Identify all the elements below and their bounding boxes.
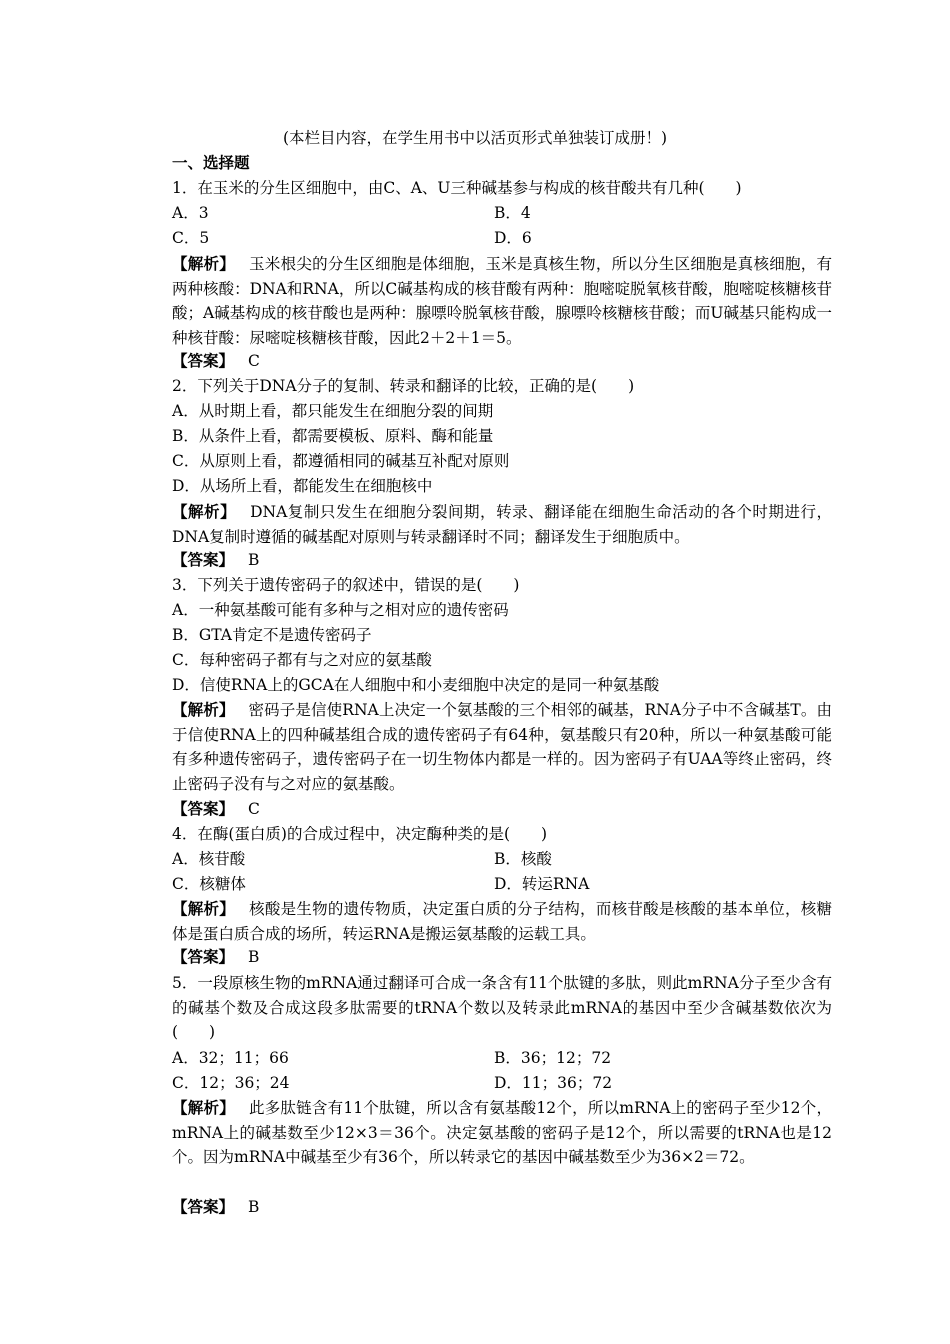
question-3-option-c: C．每种密码子都有与之对应的氨基酸 [172, 651, 432, 669]
answer-value: C [248, 800, 260, 818]
question-1-option-b: B．4 [494, 204, 531, 222]
question-1-answer [172, 351, 260, 371]
question-5-analysis [145, 1096, 832, 1170]
question-1-analysis [145, 252, 832, 351]
question-3-option-a: A．一种氨基酸可能有多种与之相对应的遗传密码 [172, 601, 509, 619]
analysis-text: 密码子是信使RNA上决定一个氨基酸的三个相邻的碱基，RNA分子中不含碱基T。由于信使RNA上的四种碱基组合成的遗传密码子有64种，氨基酸只有20种，所以一种氨基酸可能有多种遗传密码子，遗传密码子在一切生物体内都是一样的。因为密码子有UAA等终止密码，终止密码子没有与之对应的氨基酸。 [172, 701, 832, 794]
question-4-option-c: C．核糖体 [172, 875, 246, 893]
question-1-stem: 1．在玉米的分生区细胞中，由C、A、U三种碱基参与构成的核苷酸共有几种( ) [172, 179, 742, 197]
answer-tag: 【答案】 [172, 947, 235, 966]
analysis-text: 此多肽链含有11个肽键，所以含有氨基酸12个，所以mRNA上的密码子至少12个，mRNA上的碱基数至少12×3＝36个。决定氨基酸的密码子是12个，所以需要的tRNA也是12个。因为mRNA中碱基至少有36个，所以转录它的基因中碱基数至少为36×2＝72。 [172, 1099, 832, 1167]
analysis-tag: 【解析】 [172, 1098, 235, 1117]
question-4-stem: 4．在酶(蛋白质)的合成过程中，决定酶种类的是( ) [172, 825, 548, 843]
answer-tag: 【答案】 [172, 351, 235, 370]
question-1-option-c: C．5 [172, 229, 210, 247]
question-2-option-a: A．从时期上看，都只能发生在细胞分裂的间期 [172, 402, 494, 420]
answer-tag: 【答案】 [172, 1197, 235, 1216]
question-2-stem: 2．下列关于DNA分子的复制、转录和翻译的比较，正确的是( ) [172, 377, 635, 395]
section-heading: 一、选择题 [172, 153, 250, 172]
question-5-stem: 5．一段原核生物的mRNA通过翻译可合成一条含有11个肽键的多肽，则此mRNA分子至少含有的碱基个数及合成这段多肽需要的tRNA个数以及转录此mRNA的基因中至少含碱基数依次为( ) [172, 974, 832, 1042]
question-5-option-b: B．36；12；72 [494, 1049, 612, 1067]
question-4-option-a: A．核苷酸 [172, 850, 246, 868]
question-2-answer [172, 550, 259, 570]
question-1-option-d: D．6 [494, 229, 532, 247]
question-1-option-a: A．3 [172, 204, 209, 222]
question-2-option-d: D．从场所上看，都能发生在细胞核中 [172, 477, 433, 495]
question-5-option-c: C．12；36；24 [172, 1074, 290, 1092]
analysis-text: DNA复制只发生在细胞分裂间期，转录、翻译能在细胞生命活动的各个时期进行，DNA复制时遵循的碱基配对原则与转录翻译时不同；翻译发生于细胞质中。 [172, 503, 832, 546]
analysis-tag: 【解析】 [172, 700, 235, 719]
analysis-tag: 【解析】 [172, 254, 236, 273]
question-2-option-c: C．从原则上看，都遵循相同的碱基互补配对原则 [172, 452, 510, 470]
answer-value: B [248, 948, 260, 966]
analysis-text: 核酸是生物的遗传物质，决定蛋白质的分子结构，而核苷酸是核酸的基本单位，核糖体是蛋白质合成的场所，转运RNA是搬运氨基酸的运载工具。 [172, 900, 832, 943]
question-3-stem: 3．下列关于遗传密码子的叙述中，错误的是( ) [172, 576, 520, 594]
question-3-answer [172, 799, 260, 819]
question-2-analysis [145, 500, 832, 549]
question-4-option-b: B．核酸 [494, 850, 552, 868]
question-5-option-d: D．11；36；72 [494, 1074, 613, 1092]
question-3-analysis [145, 698, 832, 797]
analysis-text: 玉米根尖的分生区细胞是体细胞，玉米是真核生物，所以分生区细胞是真核细胞，有两种核酸：DNA和RNA，所以C碱基构成的核苷酸有两种：胞嘧啶脱氧核苷酸，胞嘧啶核糖核苷酸；A碱基构成的核苷酸也是两种：腺嘌呤脱氧核苷酸，腺嘌呤核糖核苷酸；而U碱基只能构成一种核苷酸：尿嘧啶核糖核苷酸，因此2＋2＋1＝5。 [172, 255, 832, 348]
answer-value: B [248, 551, 260, 569]
analysis-tag: 【解析】 [172, 899, 236, 918]
question-4-analysis [145, 897, 832, 946]
question-4-answer [172, 947, 259, 967]
answer-value: C [248, 352, 260, 370]
question-3-option-b: B．GTA肯定不是遗传密码子 [172, 626, 372, 644]
page-notice: (本栏目内容，在学生用书中以活页形式单独装订成册！) [282, 129, 668, 147]
answer-tag: 【答案】 [172, 550, 235, 569]
question-4-option-d: D．转运RNA [494, 875, 590, 893]
question-5-option-a: A．32；11；66 [172, 1049, 289, 1067]
question-3-option-d: D．信使RNA上的GCA在人细胞中和小麦细胞中决定的是同一种氨基酸 [172, 676, 660, 694]
question-5-answer [172, 1197, 259, 1217]
answer-value: B [248, 1198, 260, 1216]
answer-tag: 【答案】 [172, 799, 235, 818]
question-2-option-b: B．从条件上看，都需要模板、原料、酶和能量 [172, 427, 494, 445]
analysis-tag: 【解析】 [172, 502, 237, 521]
